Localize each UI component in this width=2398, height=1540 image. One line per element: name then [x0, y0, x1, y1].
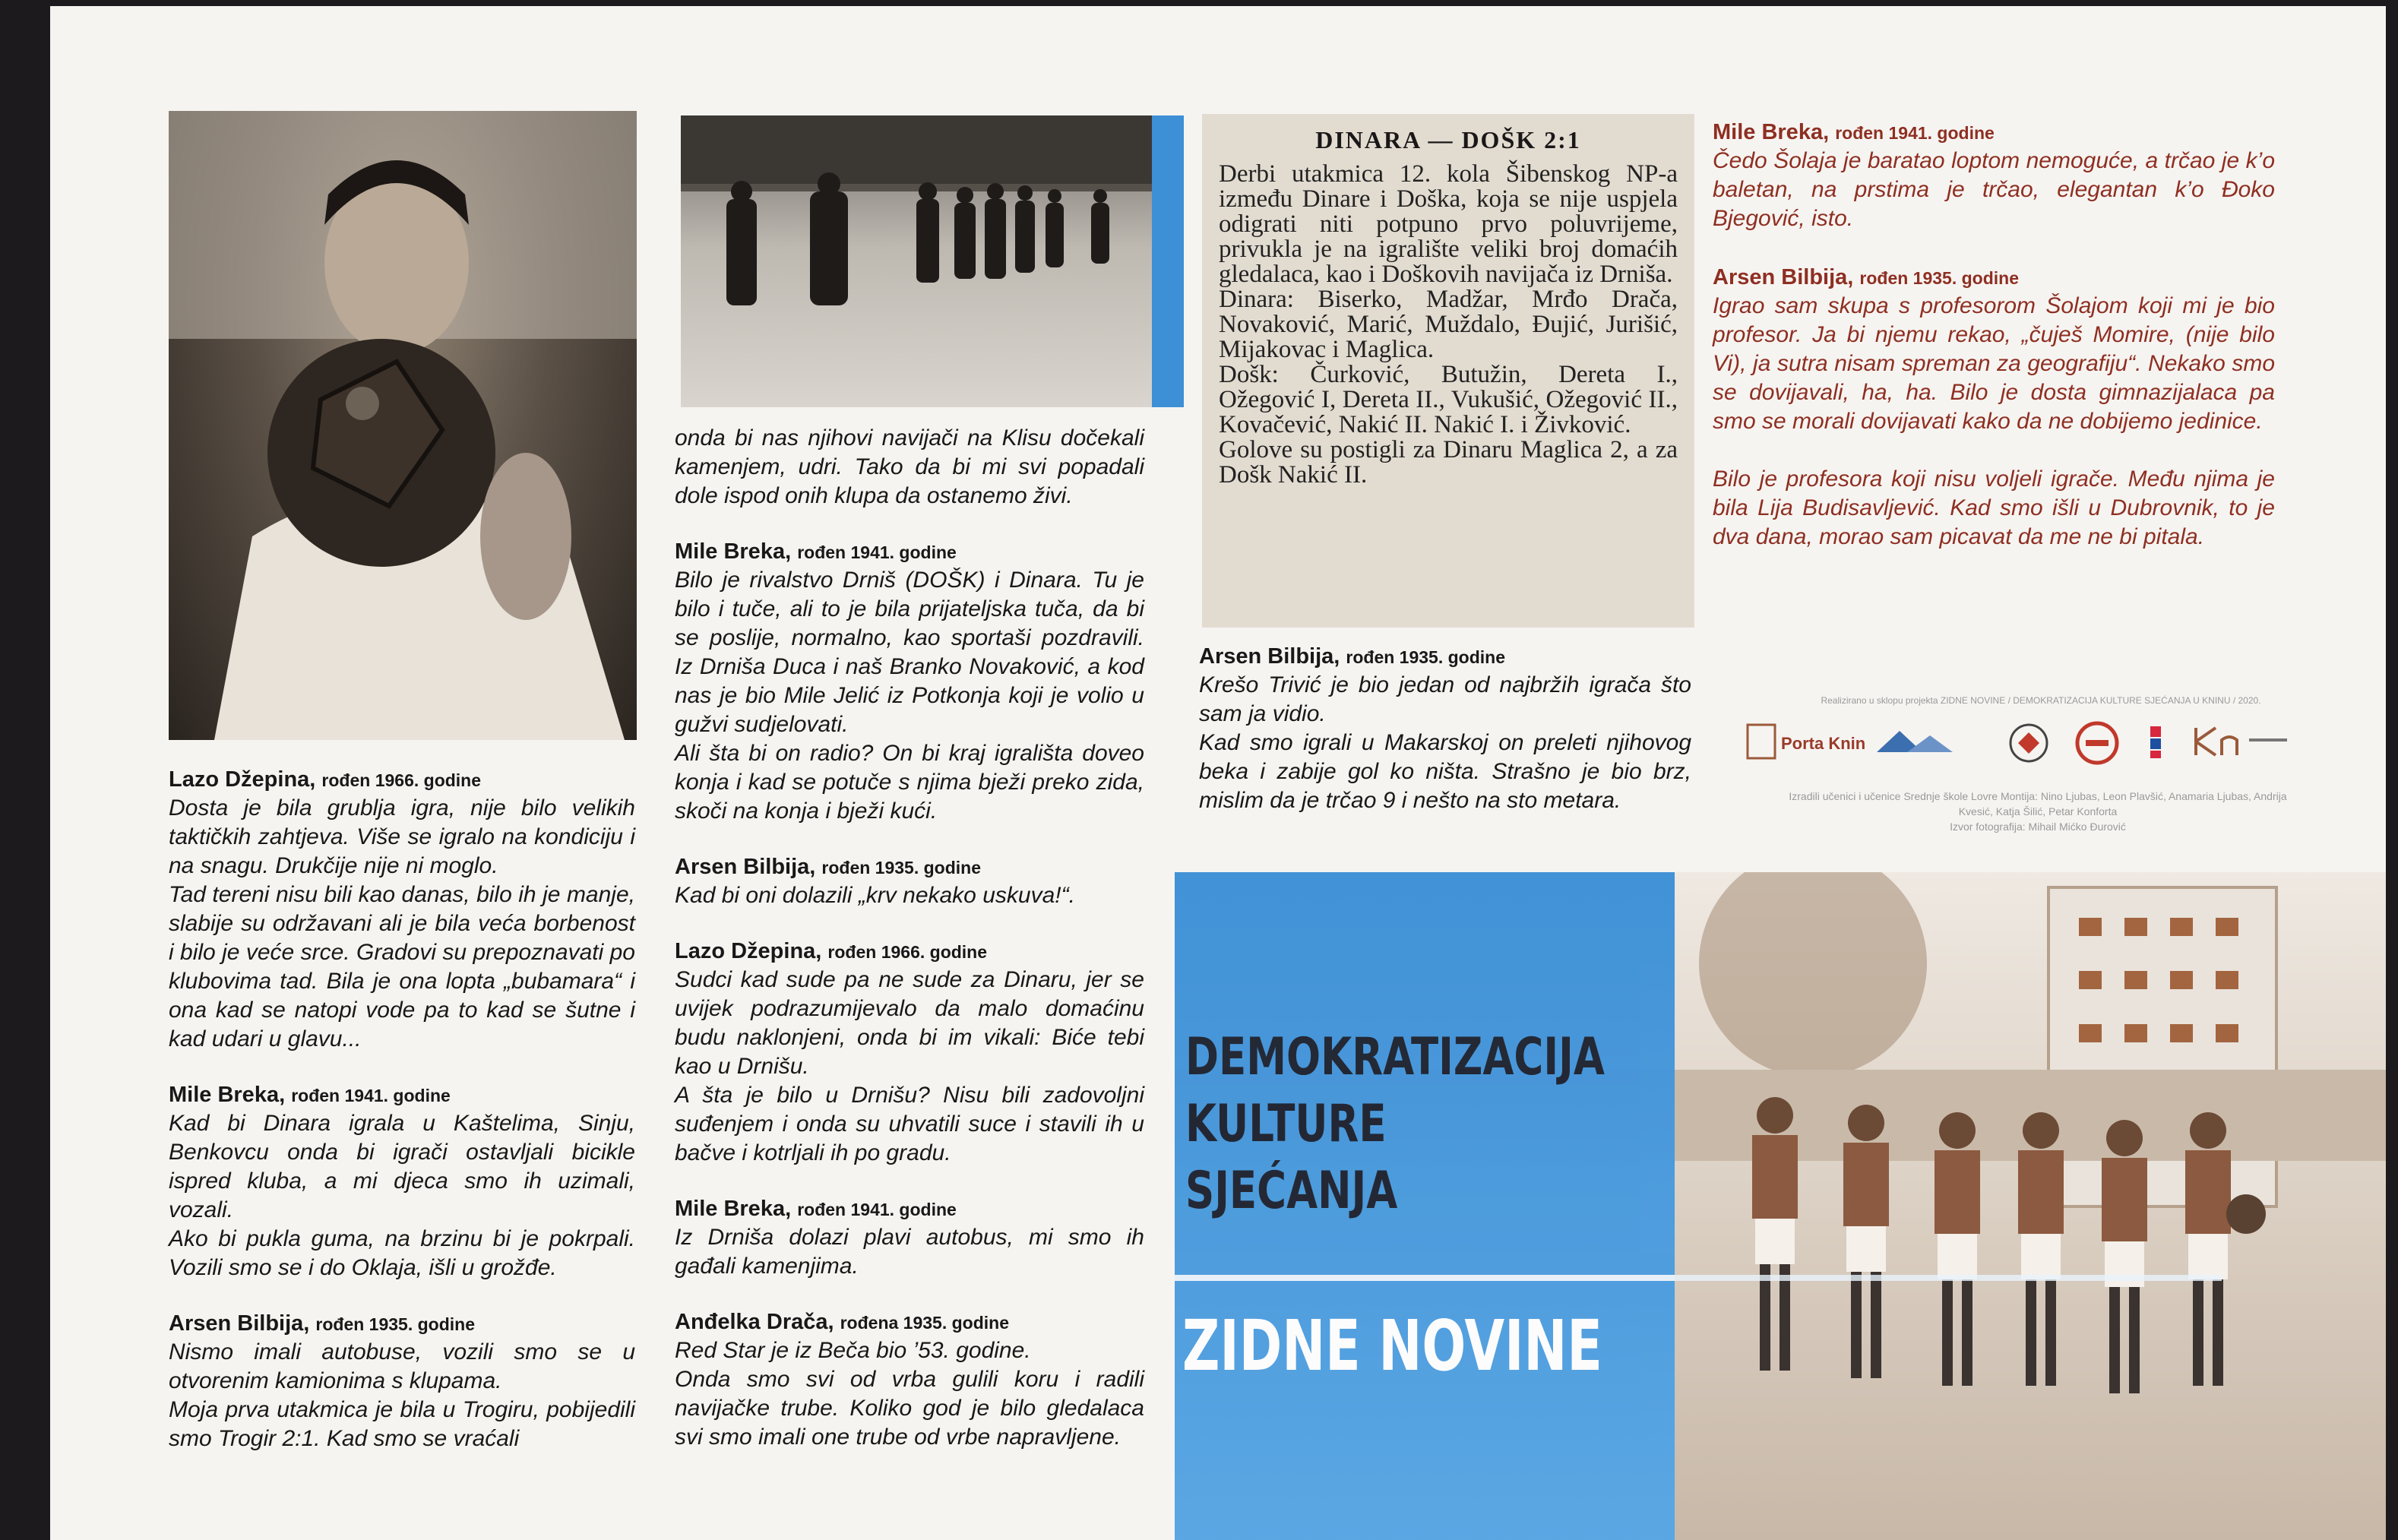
- crowd-icon: [681, 115, 1152, 407]
- speaker-name: Lazo Džepina,: [169, 767, 316, 792]
- birth-year: rođen 1941. godine: [797, 1200, 957, 1219]
- birth-year: rođena 1935. godine: [840, 1313, 1010, 1333]
- birth-year: rođen 1935. godine: [315, 1314, 475, 1334]
- partner-logos-icon: [1740, 717, 2302, 770]
- speaker-name: Mile Breka,: [675, 1197, 792, 1221]
- speaker-name: Lazo Džepina,: [675, 939, 822, 963]
- column-1-text: [169, 766, 635, 1453]
- entry: [675, 853, 1144, 910]
- birth-year: rođen 1941. godine: [797, 542, 957, 562]
- entry: [1199, 643, 1691, 815]
- continued-quote: onda bi nas njihovi navijači na Klisu dočekali kamenjem, udri. Tako da bi mi svi popadali dole ispod onih klupa da ostanemo živi.: [675, 425, 1144, 508]
- speaker-name: Anđelka Drača,: [675, 1310, 834, 1334]
- speaker-name: Mile Breka,: [1713, 120, 1830, 144]
- project-line: Realizirano u sklopu projekta ZIDNE NOVINE / DEMOKRATIZACIJA KULTURE SJEĆANJA U KNINU / 2020.: [1821, 695, 2261, 706]
- porta-knin-logo-text: Porta Knin: [1781, 734, 1866, 753]
- quote-text: Nismo imali autobuse, vozili smo se u otvorenim kamionima s klupama. Moja prva utakmica je bila u Trogiru, pobijedili smo Trogir 2:1. Kad smo se vraćali: [169, 1339, 635, 1451]
- entry: [675, 1308, 1144, 1452]
- birth-year: rođen 1941. godine: [291, 1086, 451, 1105]
- newspaper-clipping: [1202, 114, 1694, 628]
- quote-text: Igrao sam skupa s profesorom Šolajom koji mi je bio profesor. Ja bi njemu rekao, „čuješ Momire, (nije bilo Vi), ja sutra nisam spreman za geografiju“. Nekako smo se dovijavali, ha, ha. Bilo je dosta gimnazijalaca pa smo se morali dovijavati kako da ne dobijemo jedinice. Bilo je profesora koji nisu voljeli igrače. Među njima je bila Lija Budisavljević. Kad smo išli u Dubrovnik, to je dva dana, morao sam picavat da me ne bi pitala.: [1713, 293, 2275, 549]
- entry: [675, 1195, 1144, 1281]
- speaker-name: Arsen Bilbija,: [169, 1311, 310, 1336]
- quote-text: Bilo je rivalstvo Drniš (DOŠK) i Dinara. Tu je bilo i tuče, ali to je bila prijateljska tuča, da bi se poslije, normalno, kao sportaši pozdravili. Iz Drniša Duca i naš Branko Novaković, a kod nas je bio Mile Jelić iz Potkonja koji je volio u gužvi sudjelovati. Ali šta bi on radio? On bi kraj igrališta doveo konja i kad se potuče s njima bježi preko zida, skoči na konja i bježi kući.: [675, 568, 1144, 824]
- fans-walking-photo: [681, 115, 1152, 407]
- entry: [169, 1310, 635, 1453]
- clipping-body: Derbi utakmica 12. kola Šibenskog NP-a između Dinare i Doška, koja se nije uspjela odigrati niti potpuno prvo poluvrijeme, privukla je na igralište veliki broj domaćih gledalaca, kao i Doškovih navijača iz Drniša. Dinara: Biserko, Madžar, Mrđo Drača, Novaković, Marić, Muždalo, Đujić, Jurišić, Mijakovac i Maglica. Došk: Čurković, Butužin, Dereta I., Ožegović I, Dereta II., Vukušić, Ožegović II., Kovačević, Nakić II. Nakić I. i Živković. Golove su postigli za Dinaru Maglica 2, a za Došk Nakić II.: [1219, 160, 1678, 489]
- speaker-name: Arsen Bilbija,: [1713, 265, 1854, 289]
- banner-title: DEMOKRATIZACIJA KULTURE SJEĆANJA: [1185, 1027, 1605, 1221]
- speaker-name: Arsen Bilbija,: [1199, 644, 1340, 669]
- title-banner: [1175, 872, 1675, 1540]
- quote-text: Krešo Trivić je bio jedan od najbržih igrača što sam ja vidio. Kad smo igrali u Makarskoj on preleti njihovog beka i zabije gol ko ništa. Strašno je bio brz, mislim da je trčao 9 i nešto na sto metara.: [1199, 672, 1691, 813]
- birth-year: rođen 1966. godine: [827, 942, 988, 962]
- wall-newspaper-poster: [50, 6, 2386, 1540]
- column-4-text: [1713, 119, 2275, 552]
- birth-year: rođen 1941. godine: [1835, 123, 1995, 143]
- birth-year: rođen 1935. godine: [1859, 268, 2019, 288]
- banner-divider: [1175, 1275, 1675, 1281]
- entry: [1713, 264, 2275, 552]
- quote-text: Iz Drniša dolazi plavi autobus, mi smo ih gađali kamenjima.: [675, 1225, 1144, 1279]
- quote-text: Kad bi oni dolazili „krv nekako uskuva!“.: [675, 883, 1075, 908]
- entry: [1713, 119, 2275, 233]
- quote-text: Čedo Šolaja je baratao loptom nemoguće, a trčao je k’o baletan, na prstima je trčao, elegantan k’o Đoko Bjegović, isto.: [1713, 148, 2275, 231]
- blue-accent-bar: [1152, 115, 1184, 407]
- column-2-text: [675, 424, 1144, 1452]
- entry: [675, 538, 1144, 826]
- entry: [675, 938, 1144, 1168]
- birth-year: rođen 1935. godine: [821, 858, 981, 878]
- clipping-title: DINARA — DOŠK 2:1: [1315, 126, 1581, 153]
- quote-text: Red Star je iz Beča bio ’53. godine. Onda smo svi od vrba gulili koru i radili navijačke trube. Koliko god je bilo gledalaca svi smo imali one trube od vrbe napravljene.: [675, 1338, 1144, 1450]
- quote-text: Dosta je bila grublja igra, nije bilo velikih taktičkih zahtjeva. Više se igralo na kondiciju i na snagu. Drukčije nije ni moglo. Tad tereni nisu bili kao danas, bilo ih je manje, slabije su održavani ali je bila veća borbenost i bilo je veće srce. Gradovi su prepoznavati po klubovima tad. Bila je ona lopta „bubamara“ i ona kad se natopi vode pa to kad se šutne i kad udari u glavu...: [169, 795, 635, 1051]
- goalkeeper-figure-icon: [169, 111, 637, 740]
- speaker-name: Arsen Bilbija,: [675, 855, 816, 879]
- birth-year: rođen 1935. godine: [1346, 647, 1505, 667]
- goalkeeper-photo: [169, 111, 637, 740]
- birth-year: rođen 1966. godine: [321, 770, 482, 790]
- banner-divider-extension: [1675, 1275, 2222, 1281]
- credits-text: Izradili učenici i učenice Srednje škole Lovre Montija: Nino Ljubas, Leon Plavšić, Anamaria Ljubas, Andrija Kvesić, Katja Šilić, Petar Konforta Izvor fotografija: Mihail Mićko Đurović: [1789, 790, 2287, 833]
- quote-text: Sudci kad sude pa ne sude za Dinaru, jer se uvijek podrazumijevalo da malo domaćinu budu naklonjeni, onda bi im vikali: Biće tebi kao u Drnišu. A šta je bilo u Drnišu? Nisu bili zadovoljni suđenjem i onda su uhvatili suce i stavili ih u bačve i kotrljali ih po gradu.: [675, 967, 1144, 1165]
- banner-subtitle: ZIDNE NOVINE: [1182, 1305, 1602, 1387]
- column-3-text: [1199, 643, 1691, 815]
- speaker-name: Mile Breka,: [169, 1083, 286, 1107]
- quote-text: Kad bi Dinara igrala u Kaštelima, Sinju, Benkovcu onda bi igrači ostavljali bicikle ispred kluba, a mi djeca smo ih uzimali, vozali. Ako bi pukla guma, na brzinu bi je pokrpali. Vozili smo se i do Oklaja, išli u grožđe.: [169, 1111, 635, 1280]
- logo-strip: [1740, 717, 2302, 770]
- entry: [169, 1081, 635, 1282]
- entry: [169, 766, 635, 1054]
- speaker-name: Mile Breka,: [675, 539, 792, 564]
